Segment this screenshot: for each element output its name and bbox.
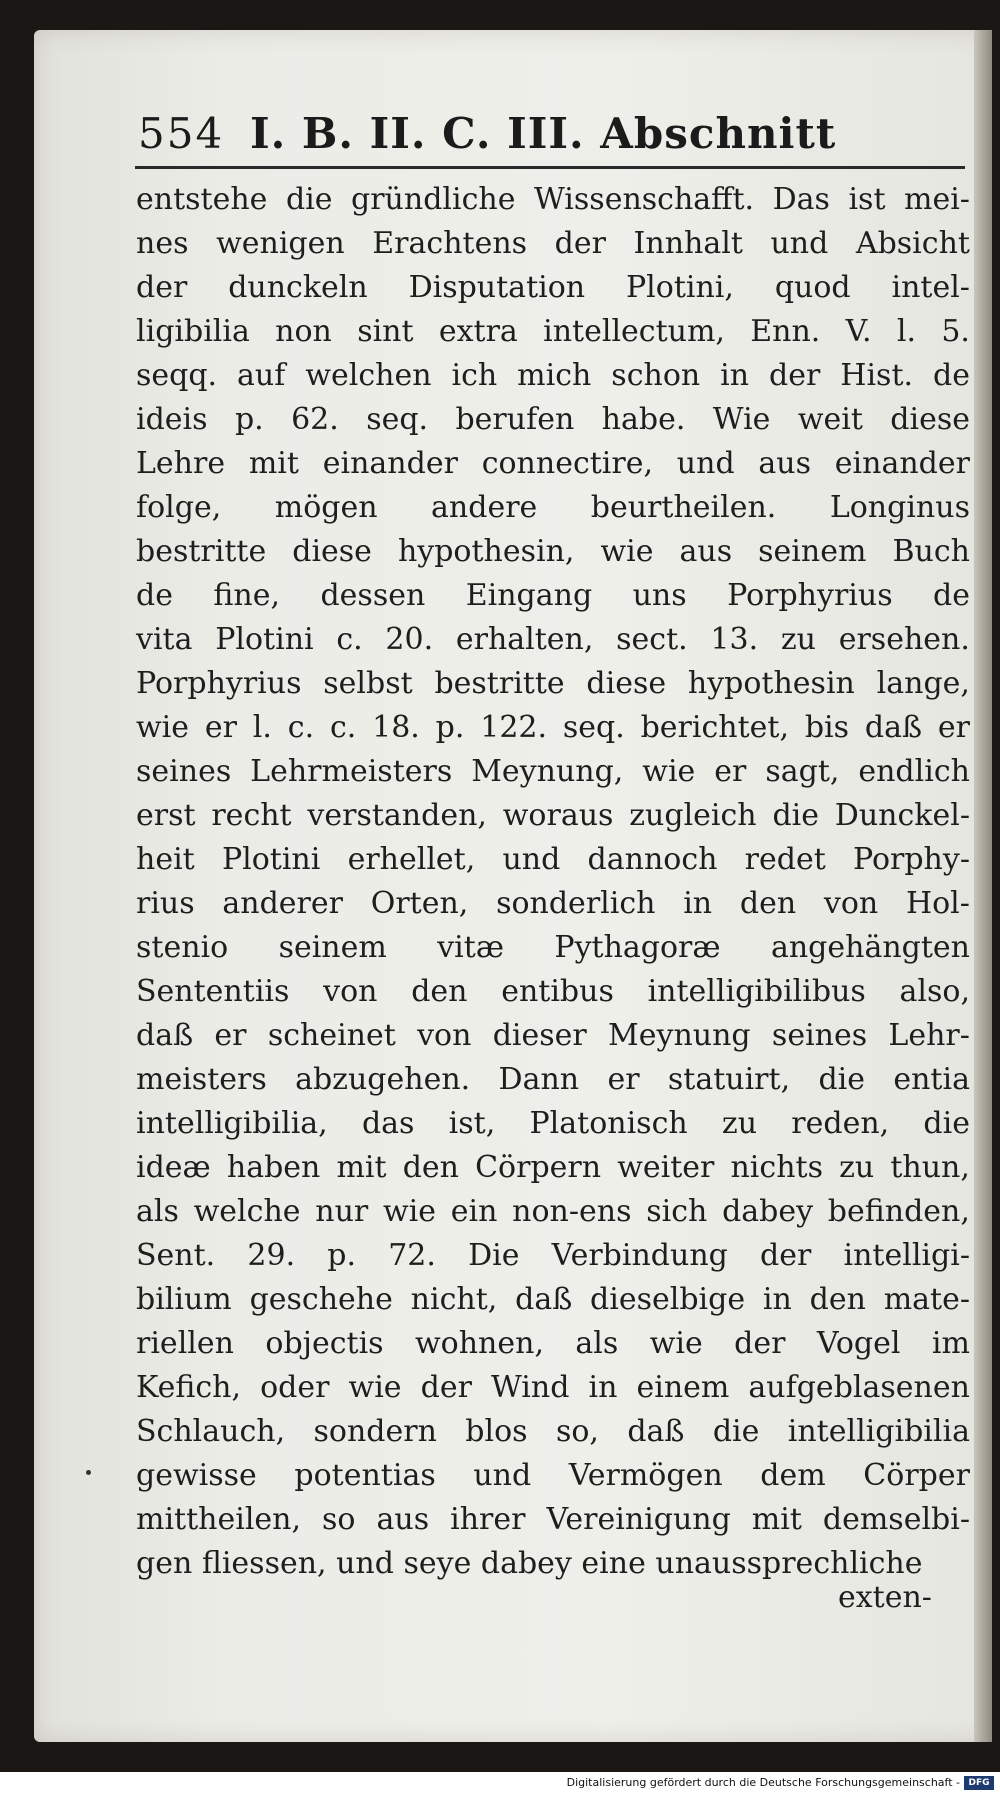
word: habe. (601, 402, 686, 437)
text-line (136, 1366, 970, 1410)
word: p. (234, 402, 264, 437)
word: einander (834, 446, 970, 481)
word: sonderlich (496, 886, 656, 921)
word: Vermögen (568, 1458, 723, 1493)
word: der (420, 1370, 472, 1405)
word: Meynung (608, 1018, 751, 1053)
word: gewisse (136, 1458, 257, 1493)
word: bilium (136, 1282, 232, 1317)
word: ihrer (450, 1502, 526, 1537)
word: dieselbige (590, 1282, 746, 1317)
word: auf (237, 358, 286, 393)
word: in (720, 358, 750, 393)
text-line (136, 750, 970, 794)
word: entia (893, 1062, 970, 1097)
word: Wind (491, 1370, 570, 1405)
text-line (136, 794, 970, 838)
word: de (933, 578, 970, 613)
word: ein (450, 1194, 498, 1229)
dfg-logo: DFG (964, 1776, 994, 1790)
word: Absicht (855, 226, 970, 261)
text-line (136, 1102, 970, 1146)
word: das (361, 1106, 415, 1141)
word: weiter (617, 1150, 715, 1185)
word: angehängten (770, 930, 970, 965)
text-line (136, 222, 970, 266)
header-rule (135, 166, 965, 169)
word: objectis (265, 1326, 384, 1361)
word: ich (451, 358, 498, 393)
word: Vogel (816, 1326, 901, 1361)
word: mittheilen, (136, 1502, 302, 1537)
text-line (136, 1234, 970, 1278)
page-header (100, 108, 960, 160)
word: aufgeblasenen (748, 1370, 970, 1405)
word: l. (252, 710, 272, 745)
word: wie (382, 1194, 437, 1229)
word: zugleich (629, 798, 757, 833)
word: ist (848, 182, 886, 217)
word: ideæ (136, 1150, 211, 1185)
word: aus (376, 1502, 430, 1537)
word: Lehrmeisters (250, 754, 453, 789)
word: Cörper (863, 1458, 970, 1493)
text-line (136, 1410, 970, 1454)
text-line (136, 1278, 970, 1322)
word: quod (774, 270, 851, 305)
word: berufen (455, 402, 575, 437)
word: und (770, 226, 829, 261)
word: befinden, (827, 1194, 970, 1229)
word: wie (600, 534, 654, 569)
word: c. (336, 622, 363, 657)
word: non (275, 314, 332, 349)
word: den (739, 886, 797, 921)
text-line (136, 662, 970, 706)
word: die (818, 1062, 866, 1097)
word: der (554, 226, 606, 261)
word: scheinet (267, 1018, 396, 1053)
word: folge, (136, 490, 222, 525)
word: intelligibilia (787, 1414, 970, 1449)
text-line (136, 706, 970, 750)
text-line (136, 178, 970, 222)
word: den (411, 974, 468, 1009)
word: thun, (890, 1150, 970, 1185)
word: daß (136, 1018, 194, 1053)
word: ist, (448, 1106, 496, 1141)
word: vitæ (437, 930, 505, 965)
word: stenio (136, 930, 229, 965)
word: 18. (372, 710, 420, 745)
word: blos (465, 1414, 528, 1449)
word: sondern (313, 1414, 437, 1449)
word: c. (329, 710, 357, 745)
word: der (734, 1326, 786, 1361)
word: bestritte (136, 534, 267, 569)
word: als (575, 1326, 619, 1361)
word: wenigen (216, 226, 345, 261)
text-line (136, 882, 970, 926)
word: Sententiis (136, 974, 290, 1009)
word: Meynung, (471, 754, 624, 789)
word: nicht, (410, 1282, 498, 1317)
word: ideis (136, 402, 208, 437)
word: Wie (712, 402, 771, 437)
word: selbst (323, 666, 413, 701)
word: Lehre (136, 446, 226, 481)
word: von (323, 974, 378, 1009)
word: von (417, 1018, 472, 1053)
word: lange, (876, 666, 970, 701)
word: de (933, 358, 970, 393)
word: heit (136, 842, 195, 877)
word: welche (193, 1194, 301, 1229)
word: seq. (366, 402, 429, 437)
word: uns (632, 578, 687, 613)
word: p. (435, 710, 465, 745)
word: Kefich, (136, 1370, 242, 1405)
text-line (136, 1454, 970, 1498)
word: zu (721, 1106, 758, 1141)
text-line (136, 618, 970, 662)
text-line (136, 1058, 970, 1102)
text-line (136, 442, 970, 486)
text-line (136, 1190, 970, 1234)
text-line: gen fliessen, und seye dabey eine unaussprechliche (136, 1546, 923, 1581)
word: wie (642, 754, 696, 789)
word: meisters (136, 1062, 267, 1097)
page-edge (974, 30, 992, 1742)
word: rius (136, 886, 195, 921)
text-line (136, 530, 970, 574)
catchword: exten- (838, 1580, 932, 1615)
page-number: 554 (138, 109, 225, 158)
word: und (676, 446, 735, 481)
word: intellectum, (543, 314, 725, 349)
word: 29. (247, 1238, 296, 1273)
word: entibus (501, 974, 614, 1009)
word: und (502, 842, 561, 877)
word: andere (431, 490, 538, 525)
word: Das (772, 182, 830, 217)
word: den (809, 1282, 866, 1317)
word: demselbi- (822, 1502, 970, 1537)
word: den (402, 1150, 459, 1185)
word: non-ens (512, 1194, 632, 1229)
word: der (769, 358, 821, 393)
word: dannoch (587, 842, 718, 877)
word: die (712, 1414, 760, 1449)
word: extra (438, 314, 518, 349)
word: berichtet, (640, 710, 789, 745)
word: dessen (320, 578, 426, 613)
word: Longinus (829, 490, 970, 525)
word: mate- (883, 1282, 970, 1317)
word: die (285, 182, 333, 217)
word: de (136, 578, 173, 613)
word: aus (758, 446, 812, 481)
word: Porphy- (852, 842, 970, 877)
word: intelligi- (843, 1238, 970, 1273)
word: Disputation (408, 270, 586, 305)
word: seqq. (136, 358, 218, 393)
word: er (204, 710, 237, 745)
word: reden, (791, 1106, 890, 1141)
word: Vereinigung (546, 1502, 731, 1537)
word: c. (287, 710, 315, 745)
word: in (683, 886, 713, 921)
word: seq. (562, 710, 625, 745)
word: Dunckel- (834, 798, 970, 833)
word: der (136, 270, 188, 305)
word: intelligibilibus (647, 974, 866, 1009)
word: er (714, 754, 747, 789)
word: welchen (305, 358, 432, 393)
word: ligibilia (136, 314, 250, 349)
word: im (931, 1326, 970, 1361)
word: Pythagoræ (554, 930, 721, 965)
word: diese (890, 402, 970, 437)
word: Platonisch (529, 1106, 688, 1141)
word: 5. (941, 314, 970, 349)
word: endlich (858, 754, 970, 789)
word: Plotini (215, 622, 314, 657)
word: und (473, 1458, 532, 1493)
word: schon (611, 358, 701, 393)
text-line (136, 838, 970, 882)
word: connectire, (481, 446, 654, 481)
text-line (136, 354, 970, 398)
word: Eingang (465, 578, 593, 613)
word: intel- (891, 270, 970, 305)
word: Cörpern (475, 1150, 602, 1185)
word: die (923, 1106, 970, 1141)
word: dieser (492, 1018, 587, 1053)
word: nes (136, 226, 189, 261)
word: sich (646, 1194, 708, 1229)
word: er (214, 1018, 247, 1053)
word: 13. (710, 622, 759, 657)
word: seinem (758, 534, 867, 569)
word: daß (864, 710, 922, 745)
word: dem (760, 1458, 826, 1493)
word: fine, (213, 578, 281, 613)
word: Porphyrius (727, 578, 893, 613)
word: seines (771, 1018, 868, 1053)
word: wohnen, (414, 1326, 544, 1361)
word: Schlauch, (136, 1414, 286, 1449)
word: gründliche (351, 182, 516, 217)
word: Hol- (905, 886, 970, 921)
word: recht (211, 798, 292, 833)
text-line (136, 970, 970, 1014)
word: mit (248, 446, 299, 481)
word: abzugehen. (295, 1062, 471, 1097)
word: redet (744, 842, 826, 877)
word: Erachtens (372, 226, 528, 261)
word: mei- (904, 182, 970, 217)
margin-mark (86, 1470, 91, 1475)
word: der (760, 1238, 812, 1273)
word: Plotini, (625, 270, 734, 305)
word: hypothesin (687, 666, 855, 701)
word: 20. (385, 622, 434, 657)
word: p. (327, 1238, 357, 1273)
word: dunckeln (228, 270, 368, 305)
text-line (136, 486, 970, 530)
word: Buch (892, 534, 970, 569)
word: ersehen. (838, 622, 970, 657)
word: anderer (222, 886, 343, 921)
word: hypothesin, (397, 534, 575, 569)
word: dabey (722, 1194, 814, 1229)
word: Plotini (221, 842, 321, 877)
text-line (136, 1322, 970, 1366)
word: seinem (278, 930, 387, 965)
word: nichts (730, 1150, 823, 1185)
word: l. (896, 314, 917, 349)
word: statuirt, (667, 1062, 791, 1097)
word: Innhalt (633, 226, 743, 261)
word: 122. (480, 710, 548, 745)
word: oder (260, 1370, 330, 1405)
word: aus (679, 534, 733, 569)
word: einem (636, 1370, 730, 1405)
word: zu (839, 1150, 875, 1185)
text-line (136, 1146, 970, 1190)
word: woraus (502, 798, 614, 833)
word: bis (804, 710, 850, 745)
word: weit (797, 402, 863, 437)
word: mit (751, 1502, 802, 1537)
word: verstanden, (307, 798, 487, 833)
text-line (136, 574, 970, 618)
word: einander (322, 446, 458, 481)
word: V. (845, 314, 872, 349)
text-line (136, 1014, 970, 1058)
word: mögen (274, 490, 378, 525)
word: mit (336, 1150, 387, 1185)
word: sagt, (765, 754, 840, 789)
word: 62. (291, 402, 339, 437)
word: riellen (136, 1326, 234, 1361)
word: so, (555, 1414, 599, 1449)
word: bestritte (434, 666, 565, 701)
word: daß (515, 1282, 573, 1317)
word: erhellet, (347, 842, 476, 877)
body-text (136, 178, 970, 1586)
word: nur (315, 1194, 369, 1229)
text-line (136, 1498, 970, 1542)
word: die (772, 798, 819, 833)
word: erhalten, (455, 622, 594, 657)
word: 72. (388, 1238, 436, 1273)
word: Enn. (750, 314, 821, 349)
text-line (136, 398, 970, 442)
word: Sent. (136, 1238, 216, 1273)
word: wie (348, 1370, 402, 1405)
word: intelligibilia, (136, 1106, 328, 1141)
word: also, (899, 974, 970, 1009)
word: zu (780, 622, 816, 657)
word: Die (468, 1238, 520, 1273)
word: in (762, 1282, 792, 1317)
word: Wissenschafft. (534, 182, 755, 217)
word: Hist. (840, 358, 914, 393)
text-line (136, 266, 970, 310)
word: seines (136, 754, 232, 789)
word: wie (136, 710, 190, 745)
running-head: I. B. II. C. III. Abschnitt (250, 109, 837, 158)
text-line (136, 310, 970, 354)
word: haben (226, 1150, 321, 1185)
word: Orten, (370, 886, 469, 921)
text-line (136, 926, 970, 970)
word: wie (649, 1326, 703, 1361)
word: diese (586, 666, 667, 701)
word: in (588, 1370, 618, 1405)
word: sint (357, 314, 414, 349)
word: sect. (616, 622, 688, 657)
word: vita (136, 622, 193, 657)
word: so (322, 1502, 356, 1537)
word: Lehr- (888, 1018, 970, 1053)
word: von (823, 886, 879, 921)
word: potentias (294, 1458, 436, 1493)
word: er (937, 710, 970, 745)
word: als (136, 1194, 179, 1229)
word: Dann (498, 1062, 580, 1097)
word: er (607, 1062, 640, 1097)
word: mich (517, 358, 592, 393)
word: diese (292, 534, 372, 569)
word: Verbindung (551, 1238, 728, 1273)
word: geschehe (249, 1282, 393, 1317)
digitization-credit: Digitalisierung gefördert durch die Deutsche Forschungsgemeinschaft - (566, 1776, 960, 1789)
word: beurtheilen. (590, 490, 777, 525)
word: entstehe (136, 182, 268, 217)
word: daß (627, 1414, 685, 1449)
word: erst (136, 798, 196, 833)
word: Porphyrius (136, 666, 302, 701)
